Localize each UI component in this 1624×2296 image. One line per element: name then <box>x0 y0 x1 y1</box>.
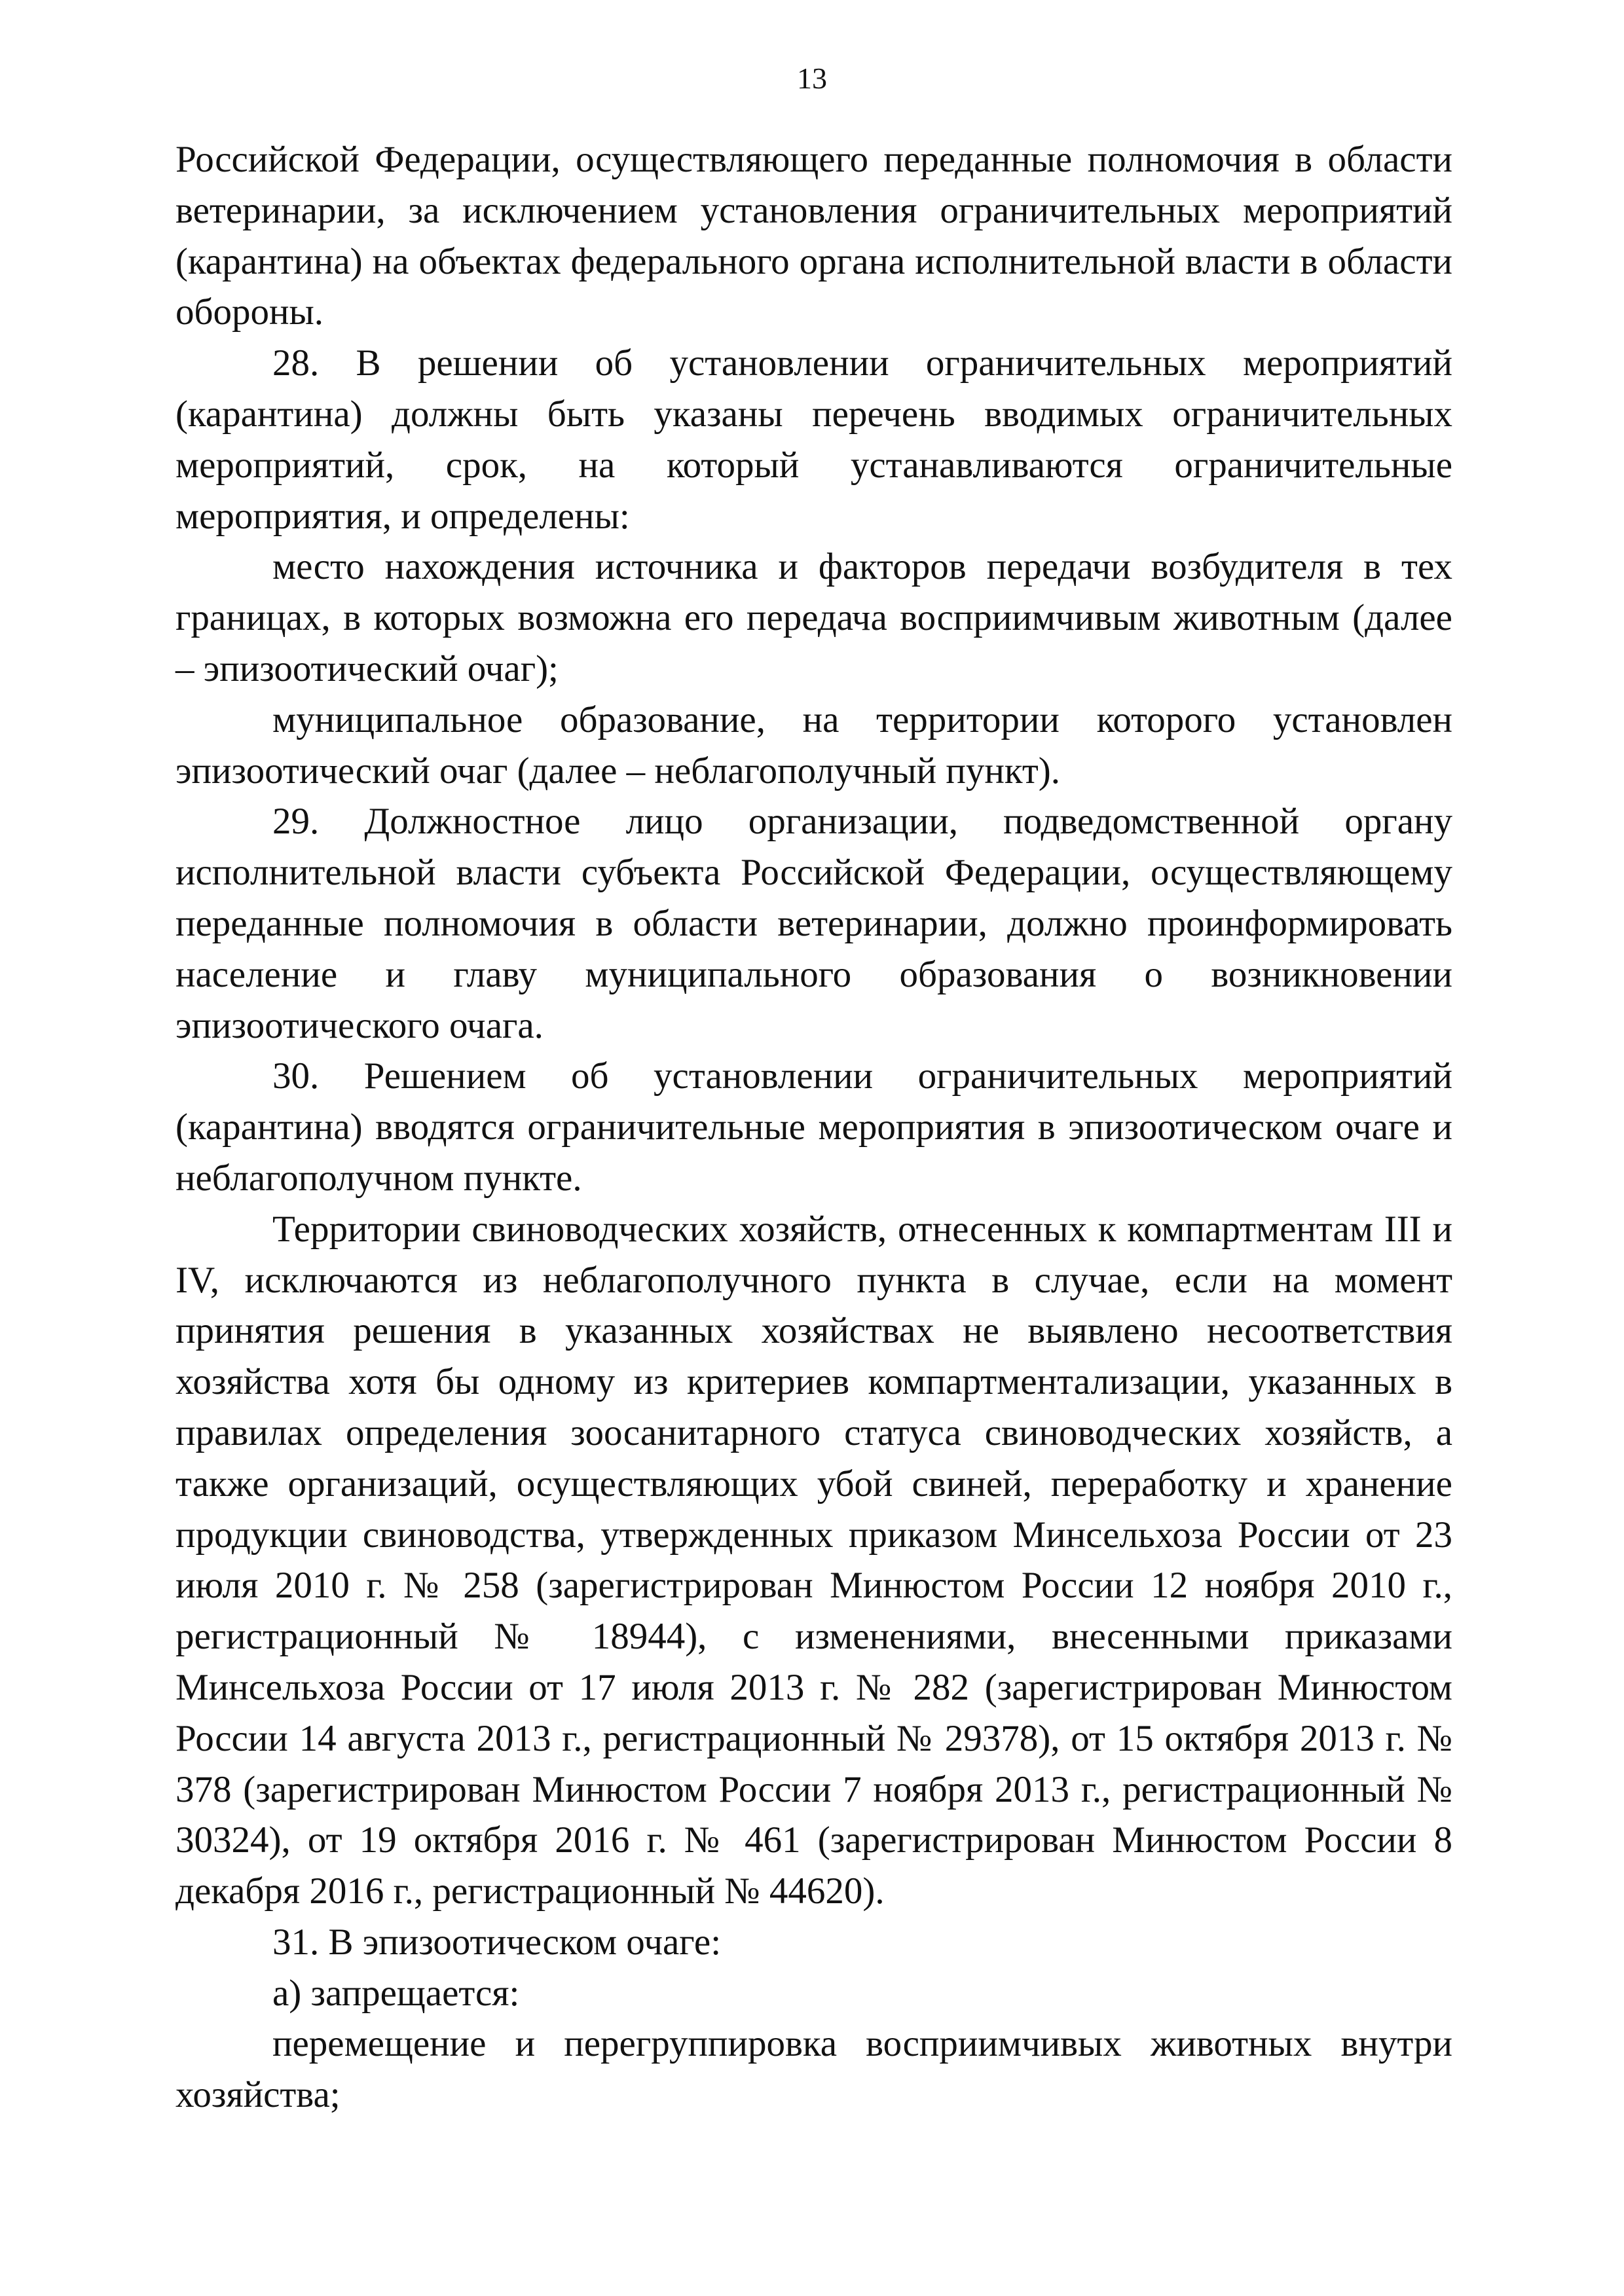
paragraph-item-28: 28. В решении об установлении ограничительных мероприятий (карантина) должны быть указаны перечень вводимых ограничительных мероприятий, срок, на который устанавливаются ограничительные мероприятия, и определены: <box>175 342 1452 537</box>
page-number: 13 <box>797 62 827 95</box>
paragraph-item-30: 30. Решением об установлении ограничительных мероприятий (карантина) вводятся ограничительные мероприятия в эпизоотическом очаге и неблагополучном пункте. <box>175 1055 1452 1199</box>
paragraph-continuation: Российской Федерации, осуществляющего переданные полномочия в области ветеринарии, за исключением установления ограничительных мероприятий (карантина) на объектах федерального органа исполнительной власти в области обороны. <box>175 139 1452 333</box>
paragraph-unfavorable-point-definition: муниципальное образование, на территории которого установлен эпизоотический очаг (далее – неблагополучный пункт). <box>175 699 1452 792</box>
paragraph-epizootic-focus-definition: место нахождения источника и факторов передачи возбудителя в тех границах, в которых возможна его передача восприимчивым животным (далее – эпизоотический очаг); <box>175 546 1452 689</box>
paragraph-subitem-a: а) запрещается: <box>272 1972 520 2014</box>
paragraph-item-31: 31. В эпизоотическом очаге: <box>272 1921 722 1963</box>
paragraph-pig-farm-territories: Территории свиноводческих хозяйств, отнесенных к компартментам III и IV, исключаются из неблагополучного пункта в случае, если на момент принятия решения в указанных хозяйствах не выявлено несоответствия хозяйства хотя бы одному из критериев компартментализации, указанных в правилах определения зоосанитарного статуса свиноводческих хозяйств, а также организаций, осуществляющих убой свиней, переработку и хранение продукции свиноводства, утвержденных приказом Минсельхоза России от 23 июля 2010 г. № 258 (зарегистрирован Минюстом России 12 ноября 2010 г., регистрационный № 18944), с изменениями, внесенными приказами Минсельхоза России от 17 июля 2013 г. № 282 (зарегистрирован Минюстом России 14 августа 2013 г., регистрационный № 29378), от 15 октября 2013 г. № 378 (зарегистрирован Минюстом России 7 ноября 2013 г., регистрационный № 30324), от 19 октября 2016 г. № 461 (зарегистрирован Минюстом России 8 декабря 2016 г., регистрационный № 44620). <box>175 1208 1452 1912</box>
paragraph-item-29: 29. Должностное лицо организации, подведомственной органу исполнительной власти субъекта Российской Федерации, осуществляющему переданные полномочия в области ветеринарии, должно проинформировать население и главу муниципального образования о возникновении эпизоотического очага. <box>175 801 1452 1046</box>
paragraph-movement-prohibition: перемещение и перегруппировка восприимчивых животных внутри хозяйства; <box>175 2023 1452 2116</box>
document-body <box>175 134 1452 2121</box>
